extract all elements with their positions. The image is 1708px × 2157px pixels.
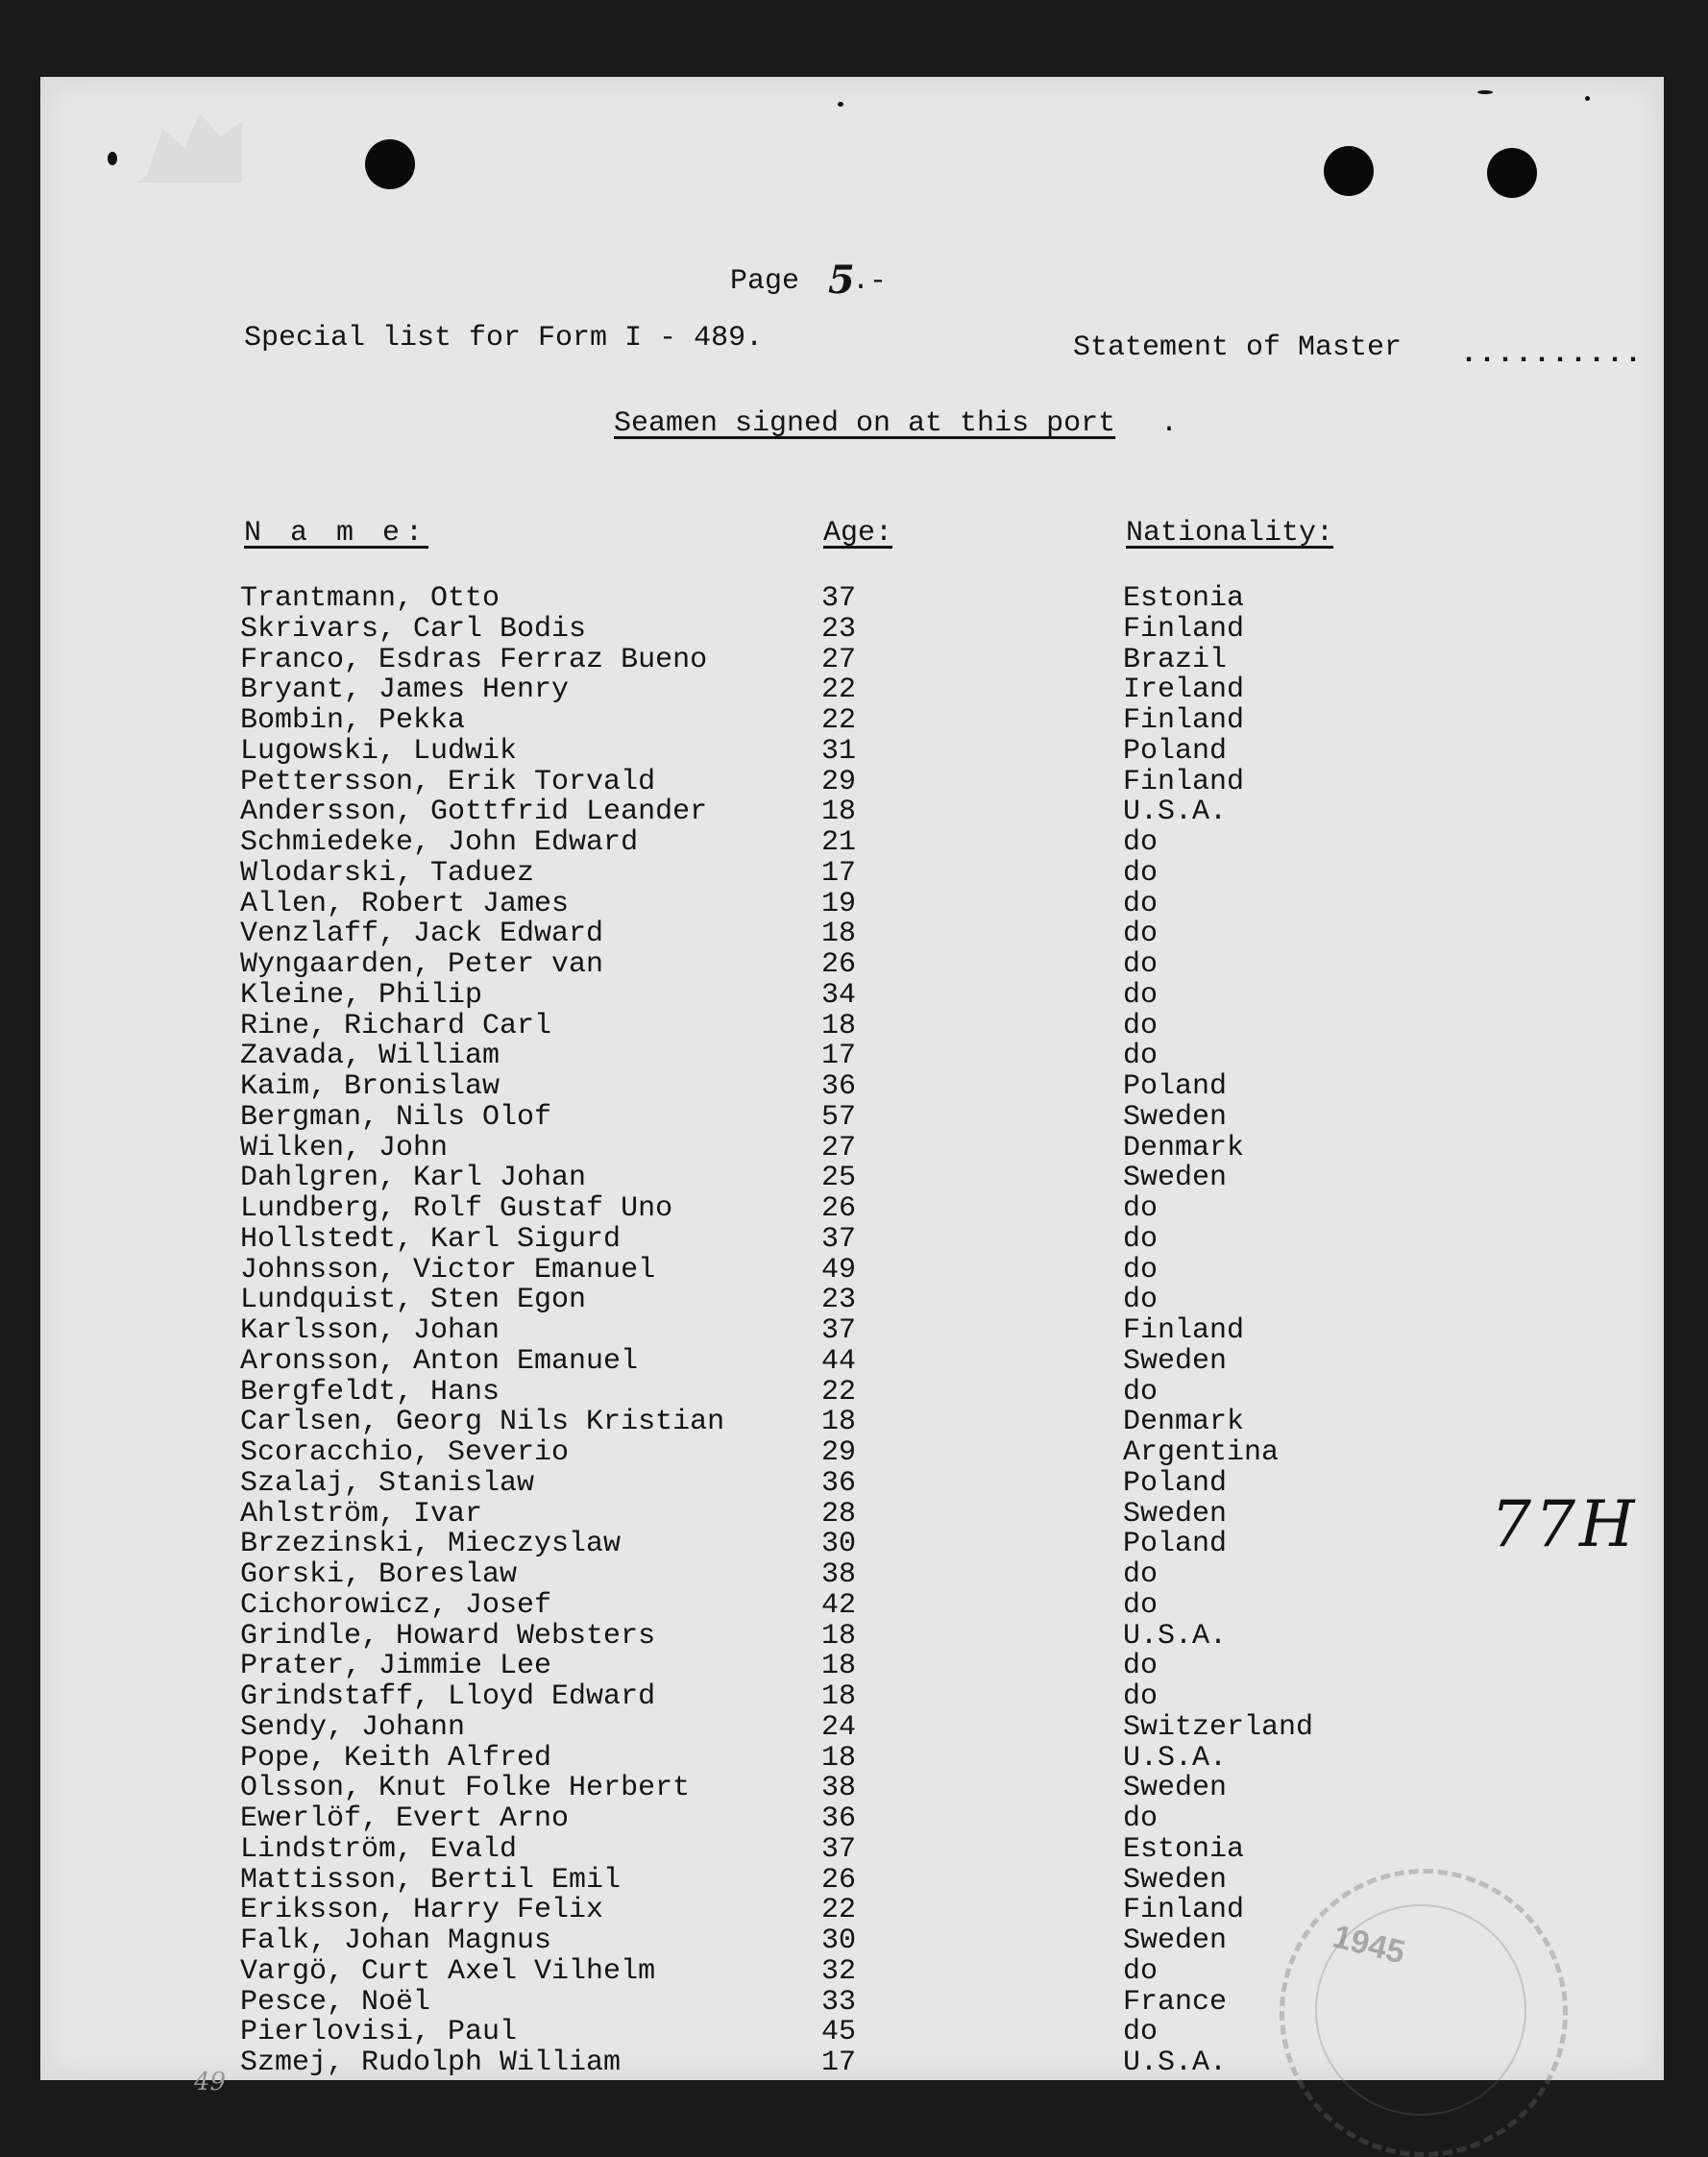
seaman-name: Venzlaff, Jack Edward bbox=[240, 918, 604, 951]
seaman-nationality: do bbox=[1123, 948, 1159, 981]
seaman-nationality: Finland bbox=[1123, 1314, 1245, 1347]
seaman-age: 28 bbox=[821, 1497, 857, 1531]
seaman-nationality: do bbox=[1123, 1253, 1159, 1287]
seaman-name: Andersson, Gottfrid Leander bbox=[240, 796, 708, 829]
seaman-name: Johnsson, Victor Emanuel bbox=[240, 1253, 656, 1287]
table-row bbox=[40, 734, 1664, 768]
table-row bbox=[40, 1072, 1664, 1103]
table-row bbox=[40, 1316, 1664, 1347]
seaman-nationality: do bbox=[1123, 826, 1159, 859]
seaman-nationality: Poland bbox=[1123, 1528, 1228, 1561]
page-title: Seamen signed on at this port bbox=[614, 407, 1116, 440]
seaman-age: 26 bbox=[821, 1192, 857, 1225]
seaman-age: 17 bbox=[821, 2047, 857, 2079]
seaman-name: Bombin, Pekka bbox=[240, 704, 466, 737]
seaman-nationality: Finland bbox=[1123, 765, 1245, 798]
table-row bbox=[40, 1009, 1664, 1042]
seaman-age: 27 bbox=[821, 1131, 857, 1164]
seaman-name: Lundquist, Sten Egon bbox=[240, 1284, 587, 1317]
seaman-name: Franco, Esdras Ferraz Bueno bbox=[240, 643, 708, 676]
seaman-nationality: do bbox=[1123, 1558, 1159, 1591]
table-row bbox=[40, 1682, 1664, 1713]
ink-speck bbox=[838, 102, 843, 107]
table-row bbox=[40, 1832, 1664, 1866]
seaman-nationality: Sweden bbox=[1123, 1863, 1228, 1897]
seaman-age: 36 bbox=[821, 1466, 857, 1500]
torn-corner bbox=[136, 106, 242, 183]
seaman-age: 24 bbox=[821, 1710, 857, 1744]
immigration-stamp bbox=[1280, 1869, 1568, 2157]
seaman-nationality: Denmark bbox=[1123, 1131, 1245, 1164]
seaman-name: Grindstaff, Lloyd Edward bbox=[240, 1680, 656, 1713]
seaman-age: 29 bbox=[821, 1436, 857, 1469]
table-row bbox=[40, 1194, 1664, 1225]
seaman-name: Olsson, Knut Folke Herbert bbox=[240, 1772, 691, 1805]
seaman-age: 18 bbox=[821, 1741, 857, 1775]
seaman-name: Bryant, James Henry bbox=[240, 674, 570, 707]
table-row bbox=[40, 797, 1664, 828]
seaman-nationality: Estonia bbox=[1123, 1832, 1245, 1866]
seaman-nationality: Poland bbox=[1123, 1466, 1228, 1500]
seamen-list bbox=[40, 584, 1664, 2079]
seaman-name: Wilken, John bbox=[240, 1131, 449, 1164]
seaman-nationality: do bbox=[1123, 1009, 1159, 1042]
seaman-nationality: do bbox=[1123, 856, 1159, 890]
table-row bbox=[40, 1253, 1664, 1287]
table-row bbox=[40, 1619, 1664, 1653]
table-row bbox=[40, 765, 1664, 798]
seaman-age: 37 bbox=[821, 1222, 857, 1256]
seaman-age: 18 bbox=[821, 1406, 857, 1439]
seaman-age: 21 bbox=[821, 826, 857, 859]
seaman-name: Brzezinski, Mieczyslaw bbox=[240, 1528, 622, 1561]
seaman-age: 37 bbox=[821, 1314, 857, 1347]
seaman-nationality: do bbox=[1123, 1192, 1159, 1225]
seaman-name: Schmiedeke, John Edward bbox=[240, 826, 639, 859]
seaman-age: 23 bbox=[821, 612, 857, 646]
table-row bbox=[40, 612, 1664, 646]
seaman-name: Trantmann, Otto bbox=[240, 582, 500, 615]
seaman-nationality: Finland bbox=[1123, 612, 1245, 646]
seaman-name: Cichorowicz, Josef bbox=[240, 1588, 552, 1622]
seaman-age: 18 bbox=[821, 796, 857, 829]
page-dash: .- bbox=[852, 265, 888, 298]
seaman-nationality: Switzerland bbox=[1123, 1710, 1314, 1744]
seaman-name: Karlsson, Johan bbox=[240, 1314, 500, 1347]
seaman-nationality: Ireland bbox=[1123, 674, 1245, 707]
seaman-name: Grindle, Howard Websters bbox=[240, 1619, 656, 1653]
seaman-name: Scoracchio, Severio bbox=[240, 1436, 570, 1469]
seaman-nationality: France bbox=[1123, 1985, 1228, 2019]
seaman-age: 37 bbox=[821, 1832, 857, 1866]
seaman-nationality: Finland bbox=[1123, 1894, 1245, 1927]
table-row bbox=[40, 978, 1664, 1012]
seaman-name: Szalaj, Stanislaw bbox=[240, 1466, 535, 1500]
seaman-age: 37 bbox=[821, 582, 857, 615]
seaman-nationality: Argentina bbox=[1123, 1436, 1280, 1469]
seaman-name: Mattisson, Bertil Emil bbox=[240, 1863, 622, 1897]
table-row bbox=[40, 1344, 1664, 1378]
table-row bbox=[40, 1286, 1664, 1316]
table-row bbox=[40, 887, 1664, 920]
seaman-age: 44 bbox=[821, 1344, 857, 1378]
seaman-age: 30 bbox=[821, 1924, 857, 1957]
seaman-nationality: Sweden bbox=[1123, 1162, 1228, 1195]
table-row bbox=[40, 1560, 1664, 1591]
seaman-nationality: do bbox=[1123, 1222, 1159, 1256]
statement-of-master: Statement of Master bbox=[1073, 331, 1403, 364]
seaman-nationality: Denmark bbox=[1123, 1406, 1245, 1439]
seaman-nationality: do bbox=[1123, 1802, 1159, 1835]
seaman-age: 38 bbox=[821, 1558, 857, 1591]
seaman-name: Dahlgren, Karl Johan bbox=[240, 1162, 587, 1195]
seaman-nationality: Brazil bbox=[1123, 643, 1228, 676]
table-row bbox=[40, 1375, 1664, 1409]
seaman-name: Wlodarski, Taduez bbox=[240, 856, 535, 890]
seaman-nationality: Sweden bbox=[1123, 1772, 1228, 1805]
seaman-nationality: Poland bbox=[1123, 1070, 1228, 1103]
table-row bbox=[40, 1408, 1664, 1438]
seaman-age: 25 bbox=[821, 1162, 857, 1195]
seaman-name: Bergfeldt, Hans bbox=[240, 1375, 500, 1409]
title-period: . bbox=[1160, 407, 1179, 440]
seaman-age: 57 bbox=[821, 1100, 857, 1134]
seaman-name: Lugowski, Ludwik bbox=[240, 734, 518, 768]
seaman-age: 22 bbox=[821, 1375, 857, 1409]
table-row bbox=[40, 1222, 1664, 1256]
document-page bbox=[40, 77, 1664, 2096]
seaman-age: 32 bbox=[821, 1954, 857, 1988]
seaman-name: Lindström, Evald bbox=[240, 1832, 518, 1866]
seaman-age: 27 bbox=[821, 643, 857, 676]
seaman-nationality: do bbox=[1123, 1680, 1159, 1713]
seaman-nationality: Sweden bbox=[1123, 1100, 1228, 1134]
seaman-nationality: Finland bbox=[1123, 704, 1245, 737]
page-number: 5 bbox=[828, 257, 855, 303]
seaman-age: 18 bbox=[821, 1619, 857, 1653]
column-header-nationality: Nationality: bbox=[1126, 517, 1334, 550]
punch-hole-left bbox=[365, 139, 415, 189]
seaman-name: Bergman, Nils Olof bbox=[240, 1100, 552, 1134]
table-row bbox=[40, 1466, 1664, 1500]
table-row bbox=[40, 828, 1664, 859]
seaman-nationality: U.S.A. bbox=[1123, 2047, 1228, 2079]
seaman-age: 23 bbox=[821, 1284, 857, 1317]
seaman-age: 30 bbox=[821, 1528, 857, 1561]
seaman-age: 38 bbox=[821, 1772, 857, 1805]
seaman-age: 18 bbox=[821, 1650, 857, 1683]
seaman-nationality: do bbox=[1123, 1284, 1159, 1317]
seaman-name: Wyngaarden, Peter van bbox=[240, 948, 604, 981]
column-header-age: Age: bbox=[823, 517, 893, 550]
seaman-name: Ewerlöf, Evert Arno bbox=[240, 1802, 570, 1835]
special-list-label: Special list for Form I - 489. bbox=[244, 322, 764, 355]
seaman-name: Allen, Robert James bbox=[240, 887, 570, 920]
seaman-name: Kleine, Philip bbox=[240, 978, 483, 1012]
seaman-name: Szmej, Rudolph William bbox=[240, 2047, 622, 2079]
table-row bbox=[40, 1804, 1664, 1835]
seaman-nationality: do bbox=[1123, 2016, 1159, 2049]
table-row bbox=[40, 1710, 1664, 1744]
table-row bbox=[40, 919, 1664, 950]
seaman-nationality: do bbox=[1123, 1040, 1159, 1073]
seaman-age: 19 bbox=[821, 887, 857, 920]
seaman-age: 42 bbox=[821, 1588, 857, 1622]
seaman-name: Vargö, Curt Axel Vilhelm bbox=[240, 1954, 656, 1988]
seaman-age: 31 bbox=[821, 734, 857, 768]
ink-speck bbox=[108, 152, 117, 165]
seaman-name: Carlsen, Georg Nils Kristian bbox=[240, 1406, 725, 1439]
seaman-age: 17 bbox=[821, 856, 857, 890]
table-row bbox=[40, 856, 1664, 890]
seaman-age: 26 bbox=[821, 1863, 857, 1897]
seaman-age: 17 bbox=[821, 1040, 857, 1073]
seaman-nationality: do bbox=[1123, 978, 1159, 1012]
seaman-age: 49 bbox=[821, 1253, 857, 1287]
table-row bbox=[40, 643, 1664, 676]
seaman-name: Pierlovisi, Paul bbox=[240, 2016, 518, 2049]
seaman-nationality: do bbox=[1123, 1954, 1159, 1988]
seaman-name: Kaim, Bronislaw bbox=[240, 1070, 500, 1103]
punch-hole-right-1 bbox=[1324, 146, 1374, 196]
seaman-age: 22 bbox=[821, 674, 857, 707]
seaman-age: 33 bbox=[821, 1985, 857, 2019]
seaman-nationality: Sweden bbox=[1123, 1344, 1228, 1378]
seaman-age: 22 bbox=[821, 704, 857, 737]
table-row bbox=[40, 1774, 1664, 1804]
seaman-name: Prater, Jimmie Lee bbox=[240, 1650, 552, 1683]
table-row bbox=[40, 950, 1664, 981]
table-row bbox=[40, 1042, 1664, 1072]
seaman-name: Zavada, William bbox=[240, 1040, 500, 1073]
punch-hole-right-2 bbox=[1487, 148, 1537, 198]
seaman-name: Gorski, Boreslaw bbox=[240, 1558, 518, 1591]
seaman-age: 26 bbox=[821, 948, 857, 981]
table-row bbox=[40, 1438, 1664, 1469]
seaman-name: Aronsson, Anton Emanuel bbox=[240, 1344, 639, 1378]
seaman-nationality: do bbox=[1123, 1375, 1159, 1409]
table-row bbox=[40, 1164, 1664, 1194]
seaman-nationality: do bbox=[1123, 1650, 1159, 1683]
ink-speck bbox=[1477, 90, 1493, 94]
table-row bbox=[40, 1652, 1664, 1682]
table-row bbox=[40, 1588, 1664, 1622]
seaman-nationality: U.S.A. bbox=[1123, 1741, 1228, 1775]
seaman-nationality: Poland bbox=[1123, 734, 1228, 768]
table-row bbox=[40, 1497, 1664, 1531]
seaman-name: Sendy, Johann bbox=[240, 1710, 466, 1744]
seaman-name: Pesce, Noël bbox=[240, 1985, 431, 2019]
handwritten-annotation: 77H bbox=[1491, 1487, 1639, 1561]
table-row bbox=[40, 1530, 1664, 1560]
seaman-age: 36 bbox=[821, 1802, 857, 1835]
seaman-name: Eriksson, Harry Felix bbox=[240, 1894, 604, 1927]
seaman-nationality: Estonia bbox=[1123, 582, 1245, 615]
column-header-name: N a m e: bbox=[244, 517, 429, 550]
seaman-name: Pope, Keith Alfred bbox=[240, 1741, 552, 1775]
seaman-name: Lundberg, Rolf Gustaf Uno bbox=[240, 1192, 673, 1225]
seaman-age: 18 bbox=[821, 918, 857, 951]
seaman-nationality: do bbox=[1123, 1588, 1159, 1622]
table-row bbox=[40, 1100, 1664, 1134]
seaman-age: 18 bbox=[821, 1009, 857, 1042]
seaman-name: Ahlström, Ivar bbox=[240, 1497, 483, 1531]
seaman-name: Hollstedt, Karl Sigurd bbox=[240, 1222, 622, 1256]
seaman-age: 18 bbox=[821, 1680, 857, 1713]
seaman-name: Falk, Johan Magnus bbox=[240, 1924, 552, 1957]
stamp-date: 1945 bbox=[1329, 1918, 1409, 1972]
seaman-nationality: do bbox=[1123, 918, 1159, 951]
page-label: Page bbox=[730, 265, 800, 298]
table-row bbox=[40, 1131, 1664, 1164]
table-row bbox=[40, 706, 1664, 737]
table-row bbox=[40, 675, 1664, 706]
seaman-nationality: Sweden bbox=[1123, 1497, 1228, 1531]
seaman-nationality: U.S.A. bbox=[1123, 796, 1228, 829]
ink-speck bbox=[1585, 96, 1590, 101]
seaman-nationality: U.S.A. bbox=[1123, 1619, 1228, 1653]
statement-dots: .......... bbox=[1460, 338, 1644, 371]
table-row bbox=[40, 584, 1664, 615]
seaman-name: Skrivars, Carl Bodis bbox=[240, 612, 587, 646]
seaman-age: 34 bbox=[821, 978, 857, 1012]
corner-pencil-note: 49 bbox=[194, 2068, 227, 2096]
seaman-nationality: Sweden bbox=[1123, 1924, 1228, 1957]
seaman-nationality: do bbox=[1123, 887, 1159, 920]
seaman-age: 45 bbox=[821, 2016, 857, 2049]
table-row bbox=[40, 1741, 1664, 1775]
seaman-name: Pettersson, Erik Torvald bbox=[240, 765, 656, 798]
seaman-age: 36 bbox=[821, 1070, 857, 1103]
seaman-name: Rine, Richard Carl bbox=[240, 1009, 552, 1042]
seaman-age: 29 bbox=[821, 765, 857, 798]
seaman-age: 22 bbox=[821, 1894, 857, 1927]
